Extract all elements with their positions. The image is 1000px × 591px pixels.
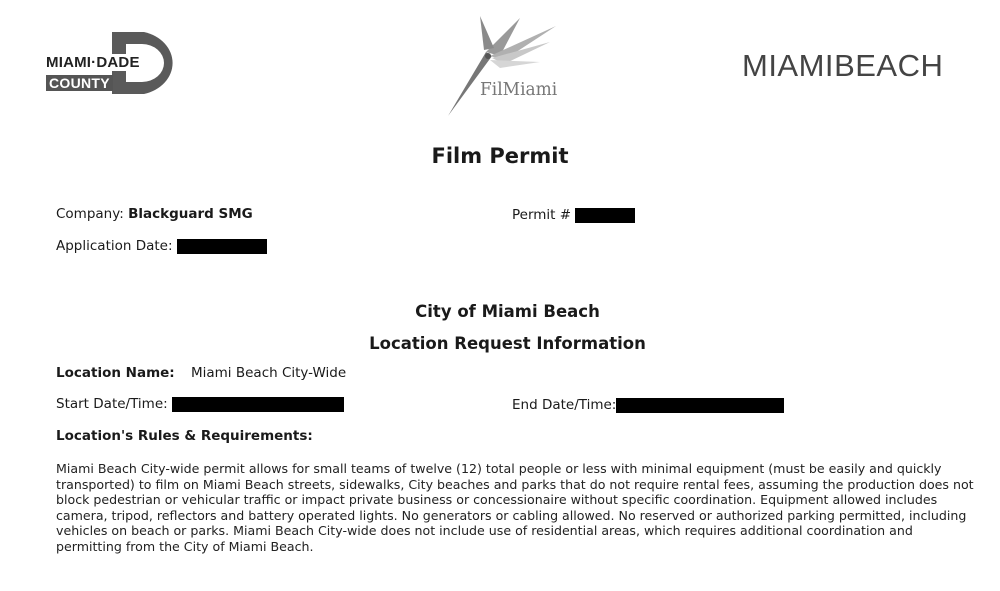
application-date-label: Application Date: bbox=[56, 238, 173, 254]
company-row bbox=[56, 206, 253, 222]
county-logo-text: COUNTY bbox=[46, 75, 113, 91]
permit-row bbox=[512, 207, 635, 223]
filmiami-logo-text: FilMiami bbox=[480, 79, 558, 101]
section-heading-location-request: Location Request Information bbox=[369, 334, 646, 353]
application-date-redaction bbox=[177, 239, 267, 254]
end-date-redaction bbox=[616, 398, 784, 413]
end-date-row bbox=[512, 397, 784, 413]
permit-redaction bbox=[575, 208, 635, 223]
start-date-label: Start Date/Time: bbox=[56, 396, 168, 412]
location-name-row bbox=[56, 365, 346, 381]
page-title: Film Permit bbox=[431, 144, 569, 168]
miami-beach-logo-part1: MIAMI bbox=[742, 48, 835, 83]
company-value: Blackguard SMG bbox=[128, 206, 253, 222]
rules-heading: Location's Rules & Requirements: bbox=[56, 428, 313, 444]
location-name-label: Location Name: bbox=[56, 365, 175, 381]
miami-beach-logo-part2: BEACH bbox=[834, 48, 944, 83]
end-date-label: End Date/Time: bbox=[512, 397, 617, 413]
start-date-row bbox=[56, 396, 344, 412]
miami-beach-logo bbox=[742, 48, 943, 84]
rules-paragraph: Miami Beach City-wide permit allows for small teams of twelve (12) total people or less with minimal equipment (must be easily and quickly transported) to film on Miami Beach streets, sidewalks, City beaches and parks that do not require rental fees, assuming the production does not block pedestrian or vehicular traffic or impact private business or concessionaire without specific coordination. Equipment allowed includes camera, tripod, reflectors and battery operated lights. No generators or cabling allowed. No reserved or authorized parking permitted, including vehicles on beach or parks. Miami Beach City-wide does not include use of residential areas, which requires additional coordination and permitting from the City of Miami Beach. bbox=[56, 461, 974, 554]
miami-dade-logo-text: MIAMI·DADE bbox=[46, 54, 140, 71]
application-date-row bbox=[56, 238, 267, 254]
start-date-redaction bbox=[172, 397, 344, 412]
company-label: Company: bbox=[56, 206, 124, 222]
permit-label: Permit # bbox=[512, 207, 572, 223]
filmiami-logo bbox=[440, 12, 570, 122]
location-name-value: Miami Beach City-Wide bbox=[190, 365, 347, 381]
section-heading-city: City of Miami Beach bbox=[415, 302, 600, 321]
